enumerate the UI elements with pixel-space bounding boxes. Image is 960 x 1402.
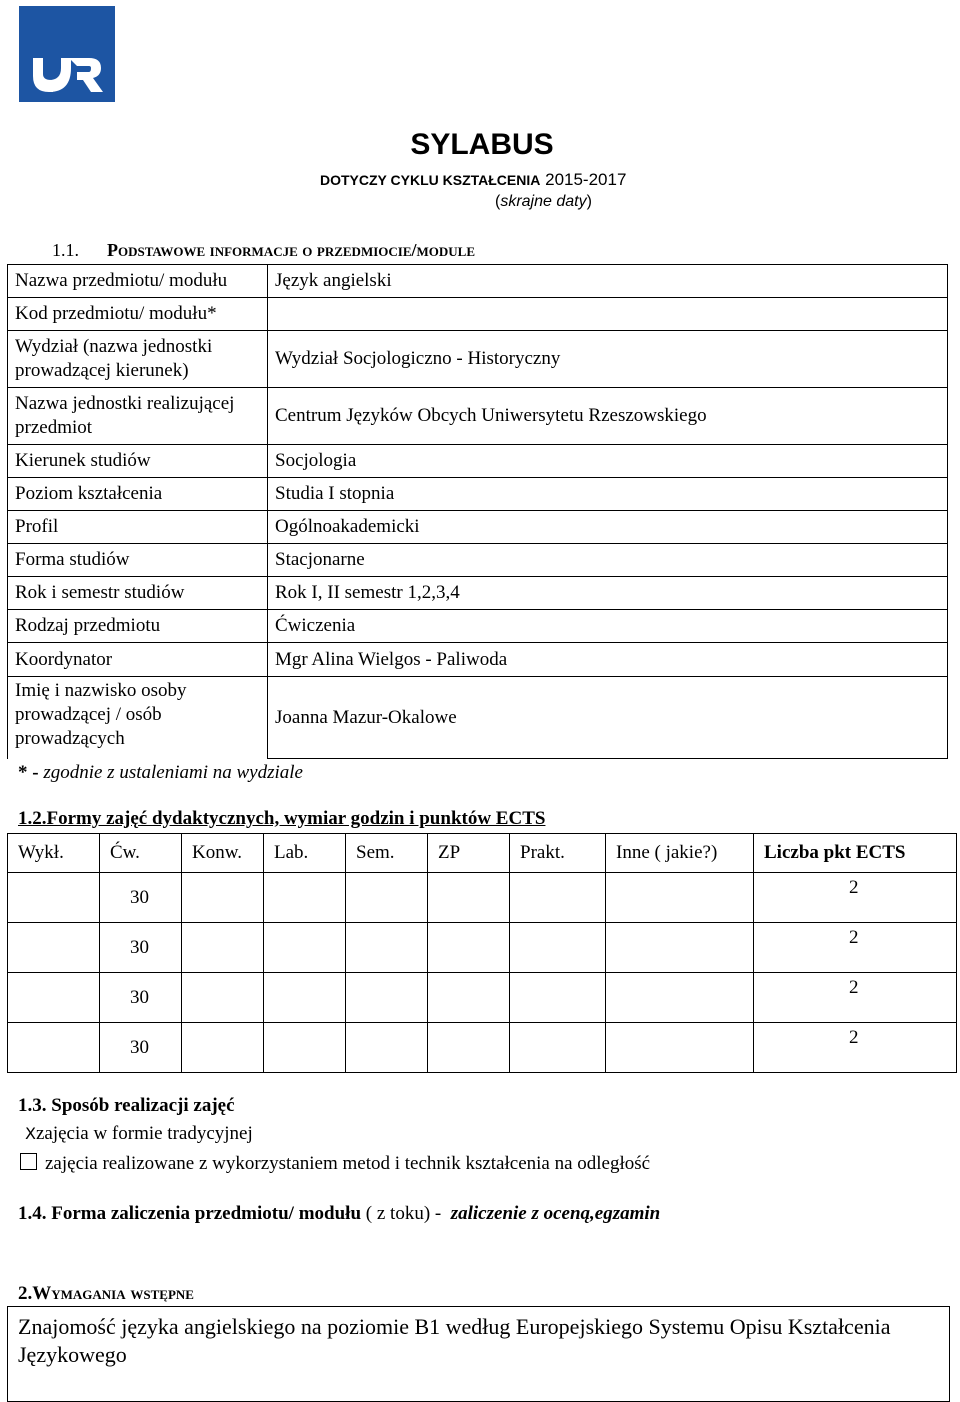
basic-info-table [7,264,948,759]
cw-hours: 30 [100,873,182,923]
info-row-field [8,445,948,478]
section-1-1-title: Podstawowe informacje o przedmiocie/module [107,240,475,260]
info-value: Ćwiczenia [268,610,948,643]
col-zp: ZP [428,834,510,873]
info-value: Ogólnoakademicki [268,511,948,544]
cycle-label: DOTYCZY CYKLU KSZTAŁCENIA [320,172,541,188]
option-remote [20,1153,650,1175]
info-row-subject [8,265,948,298]
section-1-4-value: zaliczenie z oceną,egzamin [450,1203,661,1224]
info-value: Język angielski [268,265,948,298]
info-row-teacher [8,677,948,759]
col-ects: Liczba pkt ECTS [754,834,957,873]
col-inne: Inne ( jakie?) [606,834,754,873]
info-value: Centrum Języków Obcych Uniwersytetu Rzeszowskiego [268,388,948,445]
info-row-faculty [8,331,948,388]
hours-row [8,973,957,1023]
col-cw: Ćw. [100,834,182,873]
info-row-code [8,298,948,331]
checkbox-icon [20,1153,37,1170]
university-logo [19,6,115,102]
cw-hours: 30 [100,973,182,1023]
info-label: Kierunek studiów [8,445,268,478]
hours-row [8,1023,957,1073]
option-traditional-mark: X [25,1124,36,1143]
info-value: Rok I, II semestr 1,2,3,4 [268,577,948,610]
footnote-text: zgodnie z ustaleniami na wydziale [43,762,303,783]
hours-row [8,873,957,923]
footnote [18,762,303,784]
info-label: Kod przedmiotu/ modułu* [8,298,268,331]
cw-hours: 30 [100,1023,182,1073]
section-1-4-middle: ( z toku) - [361,1203,451,1224]
section-1-2-heading: 1.2.Formy zajęć dydaktycznych, wymiar godzin i punktów ECTS [18,808,546,829]
section-2-title: Wymagania wstępne [32,1283,194,1304]
section-1-4 [18,1203,660,1225]
info-value [268,298,948,331]
section-1-1-heading [52,240,475,261]
info-label: Profil [8,511,268,544]
info-value: Joanna Mazur-Okalowe [268,677,948,759]
dates-note: (skrajne daty) [495,193,592,210]
info-row-type [8,610,948,643]
info-label: Rodzaj przedmiotu [8,610,268,643]
info-row-form [8,544,948,577]
info-label: Nazwa jednostki realizującej przedmiot [8,388,268,445]
col-sem: Sem. [346,834,428,873]
info-value: Mgr Alina Wielgos - Paliwoda [268,643,948,677]
cw-hours: 30 [100,923,182,973]
prerequisites-box: Znajomość języka angielskiego na poziomie B1 według Europejskiego Systemu Opisu Kształcenia Językowego [7,1306,950,1402]
col-konw: Konw. [182,834,264,873]
info-row-year [8,577,948,610]
info-label: Rok i semestr studiów [8,577,268,610]
hours-row [8,923,957,973]
info-value: Socjologia [268,445,948,478]
section-1-4-label: 1.4. Forma zaliczenia przedmiotu/ modułu [18,1203,362,1224]
info-label: Wydział (nazwa jednostki prowadzącej kierunek) [8,331,268,388]
info-label: Koordynator [8,643,268,677]
hours-table [7,833,957,1073]
info-label: Nazwa przedmiotu/ modułu [8,265,268,298]
cycle-line [320,170,626,190]
info-value: Stacjonarne [268,544,948,577]
col-lab: Lab. [264,834,346,873]
info-row-unit [8,388,948,445]
info-value: Wydział Socjologiczno - Historyczny [268,331,948,388]
section-2-number: 2. [18,1283,33,1304]
dates-note-text: skrajne daty [500,193,587,210]
info-row-coordinator [8,643,948,677]
info-row-level [8,478,948,511]
section-1-1-number: 1.1. [52,240,79,260]
ects-points: 2 [754,873,957,923]
info-row-profile [8,511,948,544]
document-title: SYLABUS [410,128,554,161]
info-label: Forma studiów [8,544,268,577]
option-traditional [25,1123,253,1145]
ects-points: 2 [754,973,957,1023]
col-prakt: Prakt. [510,834,606,873]
option-remote-label: zajęcia realizowane z wykorzystaniem metod i technik kształcenia na odległość [45,1153,651,1174]
section-1-3-heading: 1.3. Sposób realizacji zajęć [18,1095,235,1116]
footnote-mark: * - [18,762,39,783]
ects-points: 2 [754,1023,957,1073]
option-traditional-label: zajęcia w formie tradycyjnej [35,1123,253,1144]
info-label: Imię i nazwisko osoby prowadzącej / osób prowadzących [8,677,268,759]
cycle-dates: 2015-2017 [545,170,627,189]
info-value: Studia I stopnia [268,478,948,511]
section-2-heading [18,1283,194,1305]
col-wykl: Wykł. [8,834,100,873]
hours-header-row [8,834,957,873]
ects-points: 2 [754,923,957,973]
info-label: Poziom kształcenia [8,478,268,511]
